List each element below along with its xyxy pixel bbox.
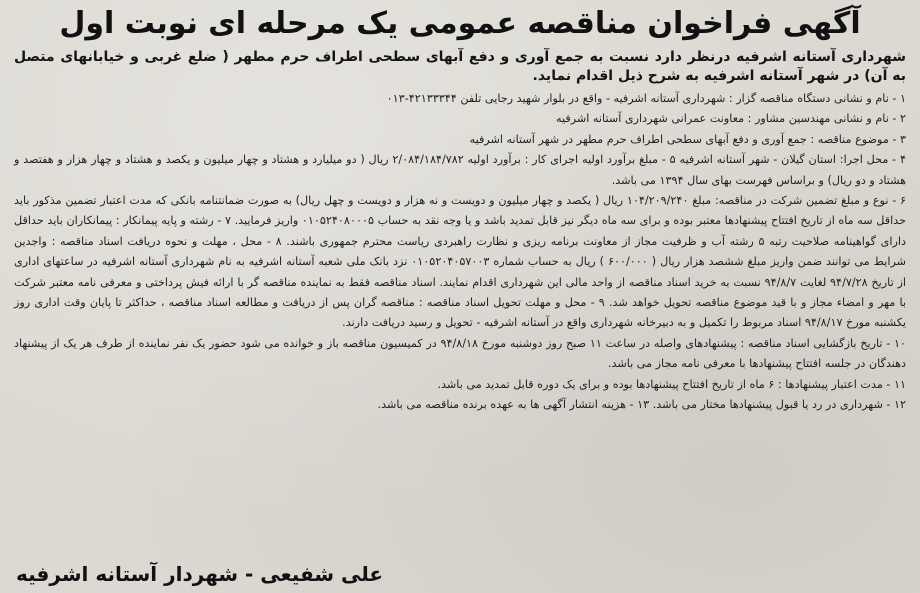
notice-intro: شهرداری آستانه اشرفیه درنظر دارد نسبت به جمع آوری و دفع آبهای سطحی اطراف حرم مطهر ( ضلع غربی و خیابانهای متصل به آن) در شهر آستانه اشرفیه به شرح ذیل اقدام نماید. [14, 49, 906, 84]
notice-items [14, 89, 906, 416]
notice-item-3: ۳ - موضوع مناقصه : جمع آوری و دفع آبهای سطحی اطراف حرم مطهر در شهر آستانه اشرفیه [469, 132, 906, 146]
notice-item-10: ۱۰ - تاریخ بازگشایی اسناد مناقصه : پیشنهادهای واصله در ساعت ۱۱ صبح روز دوشنبه مورخ ۹۴/۸/۱۸ در کمیسیون مناقصه باز و خوانده می شود حضور یک نفر نماینده از طرف هر یک از پیشنهاد دهندگان در جلسه افتتاح پیشنهادها با معرفی نامه مجاز می باشد. [14, 336, 906, 371]
notice-item-12: ۱۲ - شهرداری در رد یا قبول پیشنهادها مختار می باشد. ۱۳ - هزینه انتشار آگهی ها به عهده برنده مناقصه می باشد. [377, 398, 906, 412]
notice-item-11: ۱۱ - مدت اعتبار پیشنهادها : ۶ ماه از تاریخ افتتاح پیشنهادها بوده و برای یک دوره قابل تمدید می باشد. [437, 377, 906, 391]
notice-item-4: ۴ - محل اجرا: استان گیلان - شهر آستانه اشرفیه ۵ - مبلغ برآورد اولیه اجرای کار : برآورد اولیه ۲/۰۸۴/۱۸۴/۷۸۲ ریال ( دو میلیارد و هشتاد و چهار میلیون و یکصد و هشتاد و چهار هزار و هفتصد و هشتاد و دو ریال) و براساس فهرست بهای سال ۱۳۹۴ می باشد. [14, 153, 906, 187]
notice-item-6: ۶ - نوع و مبلغ تضمین شرکت در مناقصه: مبلغ ۱۰۴/۲۰۹/۲۴۰ ریال ( یکصد و چهار میلیون و دویست و نه هزار و دویست و چهل ریال) به صورت ضمانتنامه بانکی که مدت اعتبار تضمین مذکور باید حداقل سه ماه از تاریخ افتتاح پیشنهادها معتبر بوده و برای سه ماه دیگر نیز قابل تمدید باشد و یا وجه نقد به حساب ۰۱۰۵۲۴۰۸۰۰۰۵ واریز فرمایید. ۷ - رشته و پایه پیمانکار : پیمانکاران باید حداقل دارای گواهینامه صلاحیت رتبه ۵ رشته آب و ظرفیت مجاز از معاونت برنامه ریزی و نظارت راهبردی ریاست محترم جمهوری باشند. ۸ - محل ، مهلت و نحوه دریافت اسناد مناقصه : واجدین شرایط می توانند ضمن واریز مبلغ ششصد هزار ریال ( ۶۰۰/۰۰۰ ) ریال به حساب شماره ۰۱۰۵۲۰۴۰۵۷۰۰۳ نزد بانک ملی شعبه آستانه اشرفیه به نام شهرداری آستانه اشرفیه در ساعتهای اداری از تاریخ ۹۴/۷/۲۸ لغایت ۹۴/۸/۷ نسبت به خرید اسناد مناقصه از واحد مالی این شهرداری اقدام نمایند. اسناد مناقصه فقط به نماینده مناقصه گر با ارائه فیش پرداختی و معرفی نامه معتبر شرکت با مهر و امضاء مجاز و با قید موضوع مناقصه تحویل خواهد شد. ۹ - محل و مهلت تحویل اسناد مناقصه : مناقصه گران پس از دریافت و مطالعه اسناد مناقصه ، حداکثر تا پایان وقت اداری روز یکشنبه مورخ ۹۴/۸/۱۷ اسناد مربوط را تکمیل و به دبیرخانه شهرداری واقع در آستانه اشرفیه - تحویل و رسید دریافت دارند. [14, 194, 906, 330]
mayor-signature: علی شفیعی - شهردار آستانه اشرفیه [16, 562, 384, 586]
notice-item-2: ۲ - نام و نشانی مهندسین مشاور : معاونت عمرانی شهرداری آستانه اشرفیه [555, 112, 906, 126]
notice-item-1: ۱ - نام و نشانی دستگاه مناقصه گزار : شهرداری آستانه اشرفیه - واقع در بلوار شهید رجایی تلفن ۴۲۱۳۳۳۴۴-۰۱۳ [386, 92, 906, 105]
notice-title: آگهی فراخوان مناقصه عمومی یک مرحله ای نوبت اول [59, 6, 861, 41]
